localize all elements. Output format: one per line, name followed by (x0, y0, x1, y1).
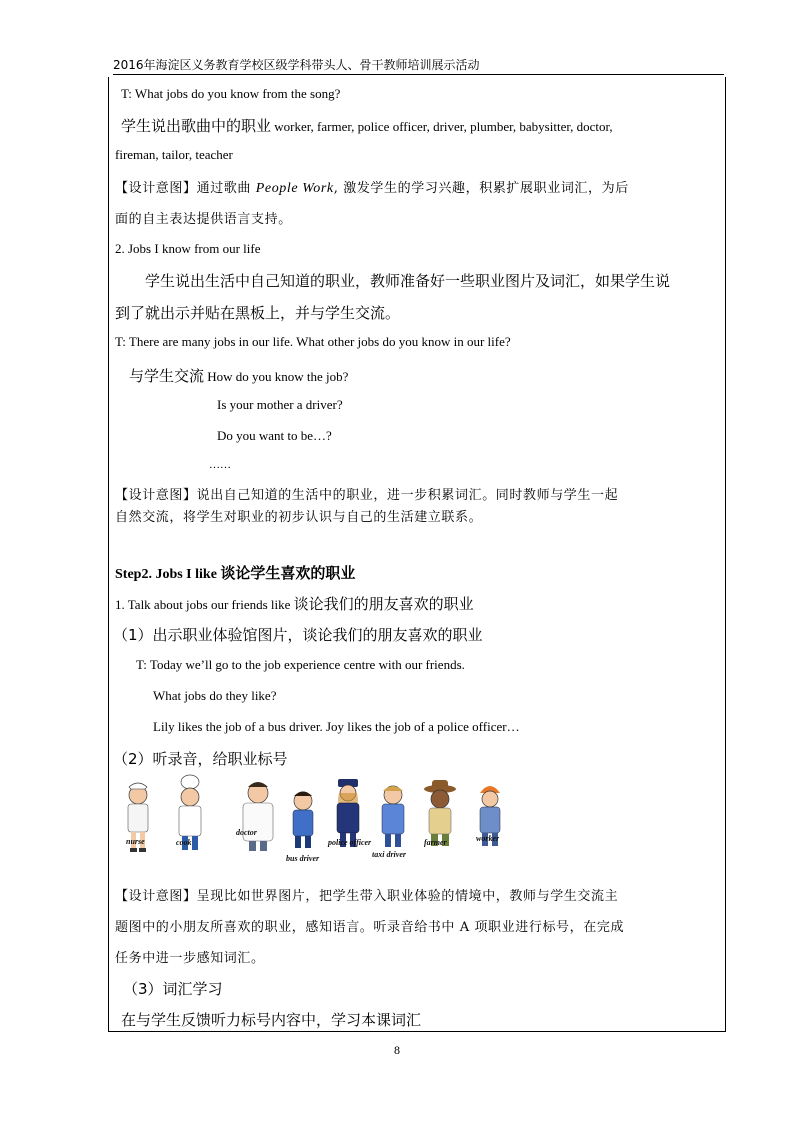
line-lily-joy: Lily likes the job of a bus driver. Joy likes the job of a police officer… (153, 719, 520, 734)
line-job-centre: T: Today we’ll go to the job experience centre with our friends. (136, 657, 465, 672)
line-communicate (129, 365, 348, 386)
label-cook: cook (176, 838, 192, 847)
students-jobs-zh: 学生说出歌曲中的职业 (121, 117, 272, 135)
line-jobs-continued: fireman, tailor, teacher (115, 147, 233, 162)
ellipsis: …… (209, 459, 231, 471)
taxi-driver-figure (382, 786, 404, 847)
line-mother-driver: Is your mother a driver? (217, 397, 343, 412)
design-intent-1-post: , 激发学生的学习兴趣，积累扩展职业词汇，为后 (333, 181, 629, 196)
step2-heading-en: Step2. Jobs I like (115, 567, 221, 582)
paragraph-jobs-life-cont: 到了就出示并贴在黑板上，并与学生交流。 (115, 304, 401, 322)
label-doctor: doctor (236, 828, 257, 837)
police-officer-figure (337, 779, 359, 847)
design-intent-2-cont: 自然交流，将学生对职业的初步认识与自己的生活建立联系。 (115, 510, 483, 525)
design-intent-2: 【设计意图】说出自己知道的生活中的职业，进一步积累词汇。同时教师与学生一起 (115, 488, 619, 503)
step2-heading (115, 562, 355, 583)
farmer-figure (424, 780, 456, 846)
design-intent-1 (115, 177, 629, 197)
line-teacher-question: T: What jobs do you know from the song? (121, 86, 341, 101)
talk-about-en: 1. Talk about jobs our friends like (115, 597, 294, 612)
label-nurse: nurse (126, 837, 145, 846)
page-number: 8 (394, 1043, 400, 1057)
sub-step-1: （1）出示职业体验馆图片，谈论我们的朋友喜欢的职业 (113, 626, 483, 644)
line-what-jobs-like: What jobs do they like? (153, 688, 277, 703)
label-farmer: farmer (424, 838, 447, 847)
label-police-officer: police officer (328, 838, 372, 847)
song-title: People Work (255, 181, 334, 196)
paragraph-jobs-life: 学生说出生活中自己知道的职业，教师准备好一些职业图片及词汇，如果学生说 (145, 272, 671, 290)
bus-driver-figure (293, 792, 313, 849)
label-taxi-driver: taxi driver (372, 850, 406, 859)
design-intent-3-cont: 题图中的小朋友所喜欢的职业，感知语言。听录音给书中 A 项职业进行标号，在完成 (115, 920, 625, 935)
communicate-zh: 与学生交流 (129, 367, 205, 385)
talk-about-zh: 谈论我们的朋友喜欢的职业 (293, 595, 474, 613)
step2-heading-zh: 谈论学生喜欢的职业 (220, 564, 356, 582)
doctor-figure (243, 782, 273, 851)
section-jobs-i-know: 2. Jobs I know from our life (115, 241, 261, 256)
sub-step-3: （3）词汇学习 (123, 980, 223, 998)
students-jobs-en: worker, farmer, police officer, driver, plumber, babysitter, doctor, (271, 119, 613, 134)
design-intent-1-pre: 【设计意图】通过歌曲 (115, 181, 256, 196)
design-intent-1-cont: 面的自主表达提供语言支持。 (115, 212, 292, 227)
label-worker: worker (476, 834, 500, 843)
line-students-jobs (121, 115, 613, 136)
header-rule (113, 74, 724, 75)
communicate-en: How do you know the job? (204, 369, 349, 384)
label-bus-driver: bus driver (286, 854, 320, 863)
line-want-to-be: Do you want to be…? (217, 428, 332, 443)
design-intent-3-end: 任务中进一步感知词汇。 (115, 951, 265, 966)
design-intent-3: 【设计意图】呈现比如世界图片，把学生带入职业体验的情境中，教师与学生交流主 (115, 889, 619, 904)
sub-step-2: （2）听录音，给职业标号 (113, 750, 288, 768)
page-header: 2016年海淀区义务教育学校区级学科带头人、骨干教师培训展示活动 (113, 58, 480, 72)
jobs-illustration (118, 773, 520, 865)
line-teacher-many-jobs: T: There are many jobs in our life. What other jobs do you know in our life? (115, 334, 511, 349)
line-talk-about-jobs (115, 593, 474, 614)
line-vocabulary-learning: 在与学生反馈听力标号内容中，学习本课词汇 (121, 1011, 422, 1029)
